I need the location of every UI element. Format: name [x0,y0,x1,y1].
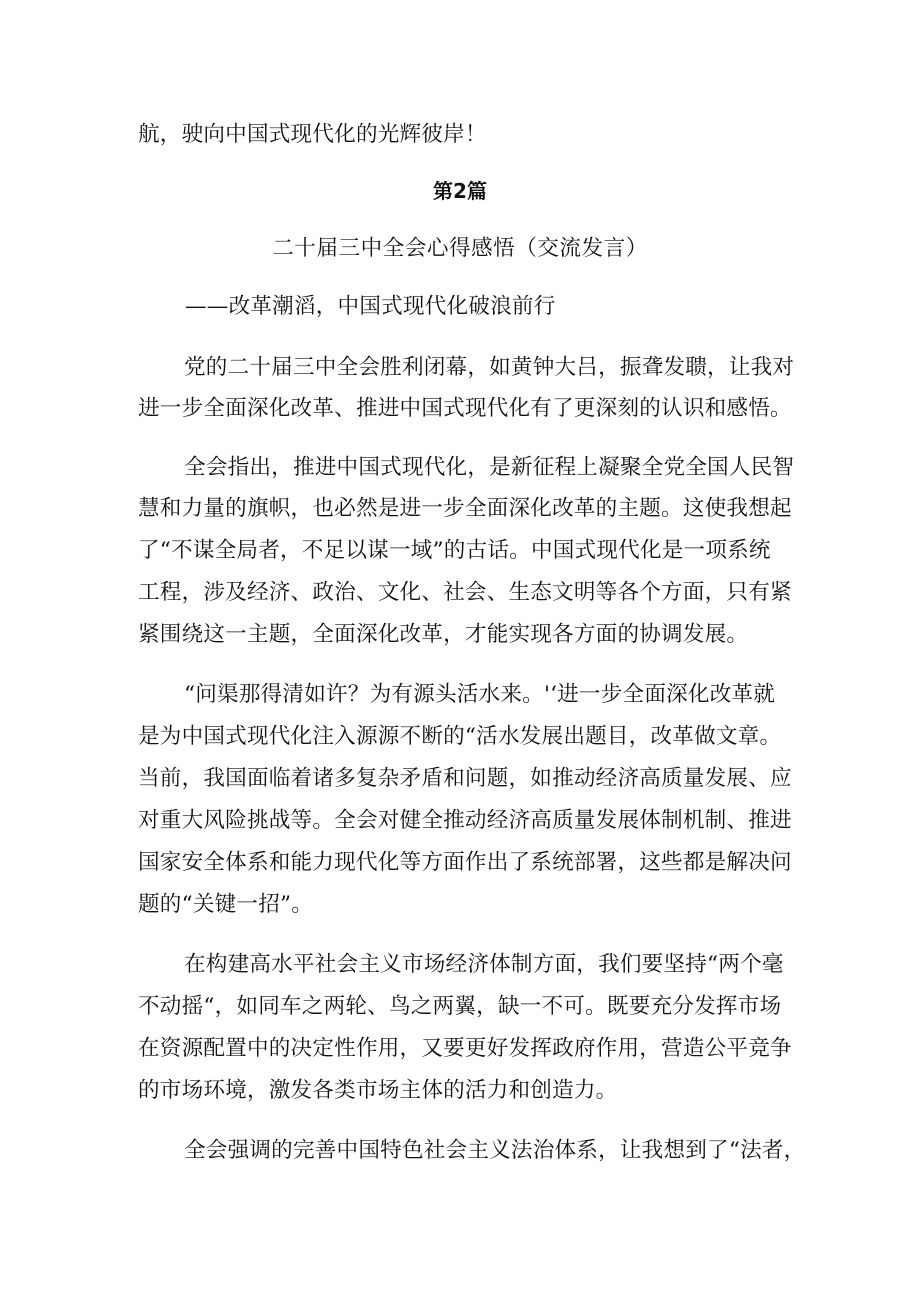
paragraph-line: 工程，涉及经济、政治、文化、社会、生态文明等各个方面，只有紧 [138,580,792,605]
paragraph-line: 紧围绕这一主题，全面深化改革，才能实现各方面的协调发展。 [138,622,749,647]
section-heading: 第2篇 [433,179,487,203]
paragraph-line: 全会强调的完善中国特色社会主义法治体系，让我想到了“法者， [184,1138,806,1163]
paragraph-line: 进一步全面深化改革、推进中国式现代化有了更深刻的认识和感悟。 [138,396,792,421]
paragraph-line: 全会指出，推进中国式现代化，是新征程上凝聚全党全国人民智 [184,455,795,480]
document-subtitle: ——改革潮滔，中国式现代化破浪前行 [185,294,556,319]
paragraph-line: 国家安全体系和能力现代化等方面作出了系统部署，这些都是解决问 [138,850,792,875]
paragraph-line: 慧和力量的旗帜，也必然是进一步全面深化改革的主题。这使我想起 [138,496,792,521]
paragraph-line: 当前，我国面临着诸多复杂矛盾和问题，如推动经济高质量发展、应 [138,766,792,791]
paragraph-line: 题的“关键一招”。 [138,892,314,917]
paragraph-line: 在构建高水平社会主义市场经济体制方面，我们要坚持“两个毫 [184,952,784,977]
paragraph-line: 不动摇“，如同车之两轮、鸟之两翼，缺一不可。既要充分发挥市场 [138,994,782,1019]
paragraph-line: “问渠那得清如许？为有源头活水来。'‘进一步全面深化改革就 [184,682,776,707]
document-title: 二十届三中全会心得感悟（交流发言） [272,236,648,261]
paragraph-line: 了“不谋全局者，不足以谋一域”的古话。中国式现代化是一项系统 [138,538,771,563]
paragraph-line: 党的二十届三中全会胜利闭幕，如黄钟大吕，振聋发聩，让我对 [184,355,795,380]
paragraph-line: 对重大风险挑战等。全会对健全推动经济高质量发展体制机制、推进 [138,808,792,833]
paragraph-line: 在资源配置中的决定性作用，又要更好发挥政府作用，营造公平竞争 [138,1036,792,1061]
paragraph-line: 的市场环境，激发各类市场主体的活力和创造力。 [138,1078,618,1103]
lead-line: 航，驶向中国式现代化的光辉彼岸！ [138,122,487,147]
paragraph-line: 是为中国式现代化注入源源不断的“活水发展出题目，改革做文章。 [138,724,782,749]
